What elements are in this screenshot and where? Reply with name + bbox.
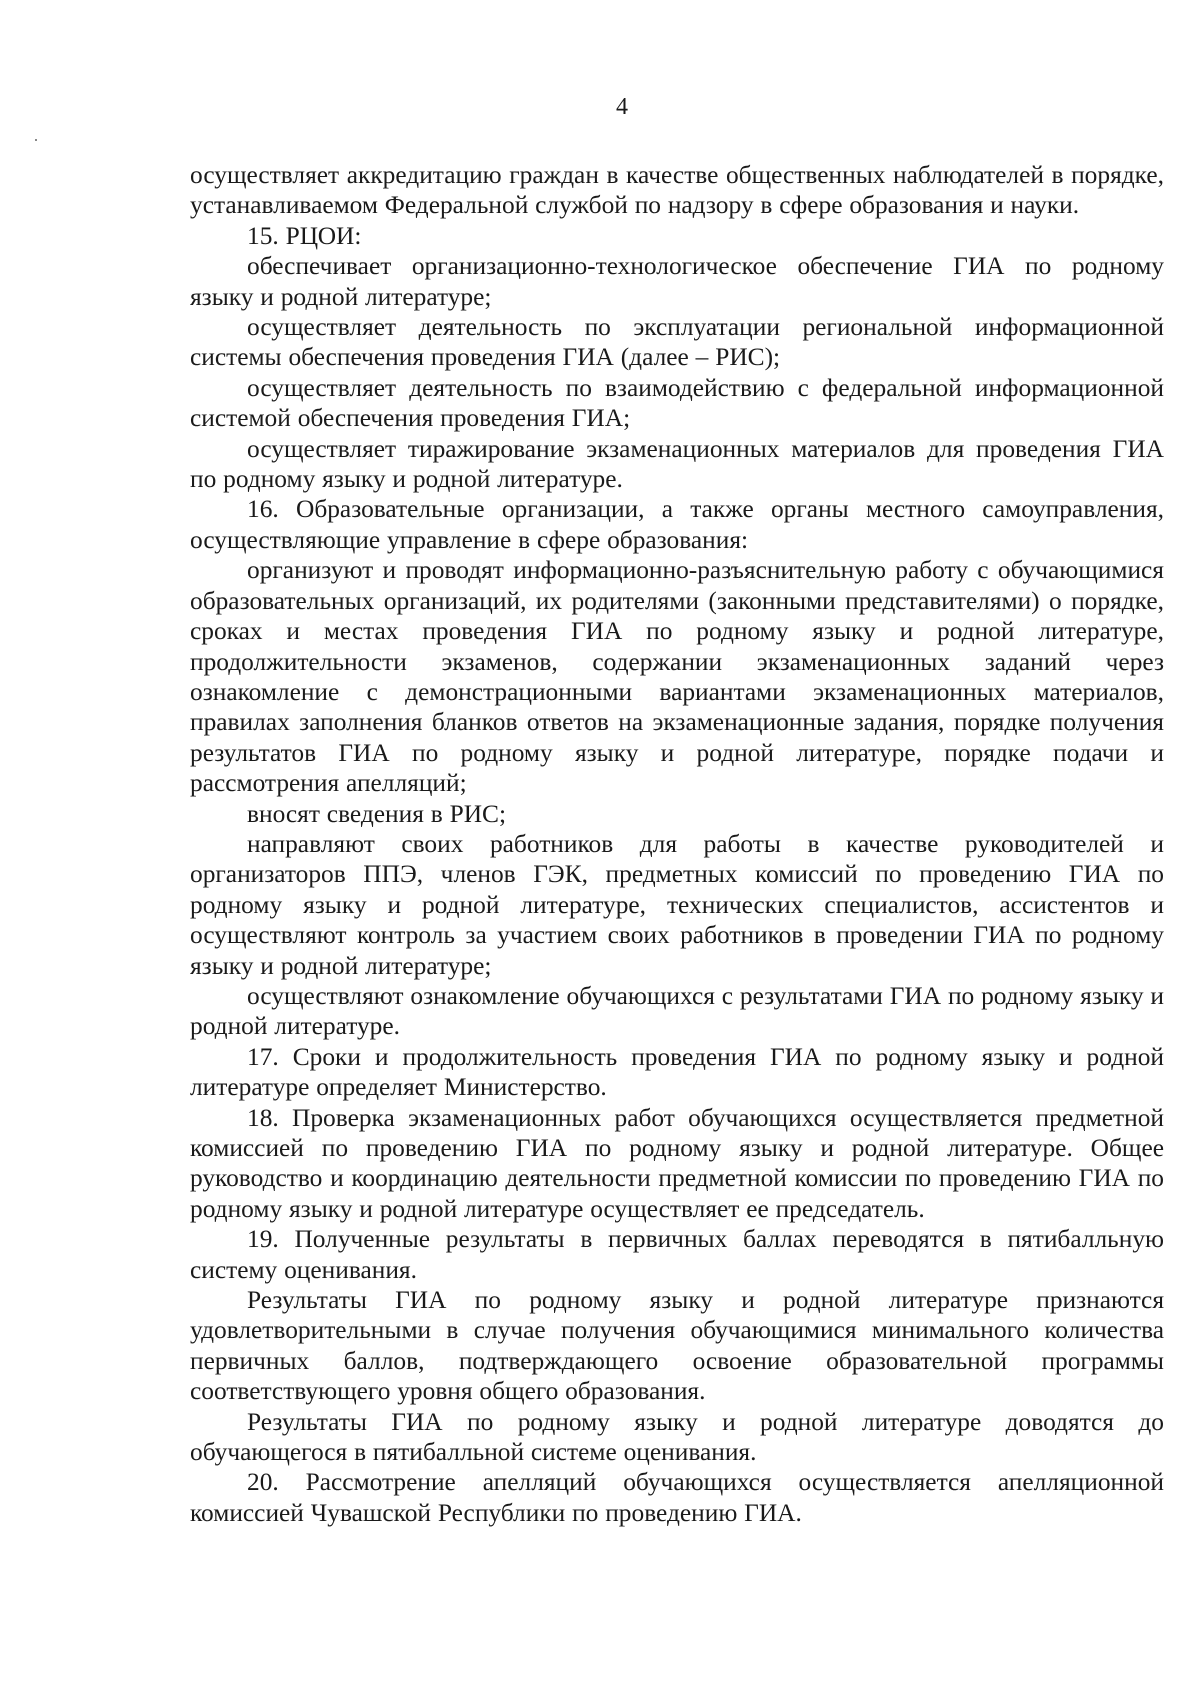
paragraph-16-heading: 16. Образовательные организации, а также органы местного самоуправления, осуществляющие управление в сфере образования:: [190, 495, 1164, 554]
paragraph-16-item-2: вносят сведения в РИС;: [247, 799, 507, 828]
paragraph-19-results-satisfactory: Результаты ГИА по родному языку и родной литературе признаются удовлетворительными в случае получения обучающимися минимального количества первичных баллов, подтверждающего освоение образовательной программы соответствующего уровня общего образования.: [190, 1286, 1164, 1406]
paragraph-15-item-4: осуществляет тиражирование экзаменационных материалов для проведения ГИА по родному языку и родной литературе.: [190, 434, 1164, 494]
paragraph-18: 18. Проверка экзаменационных работ обучающихся осуществляется предметной комиссией по проведению ГИА по родному языку и родной литературе. Общее руководство и координацию деятельности предметной комиссии по проведению ГИА по родному языку и родной литературе осуществляет ее председатель.: [190, 1103, 1164, 1223]
paragraph-16-item-3: направляют своих работников для работы в качестве руководителей и организаторов ППЭ, членов ГЭК, предметных комиссий по проведению ГИА по родному языку и родной литературе, технических специалистов, ассистентов и осуществляют контроль за участием своих работников в проведении ГИА по родному языку и родной литературе;: [190, 829, 1164, 980]
paragraph-15-heading: 15. РЦОИ:: [247, 221, 362, 250]
paragraph-17: 17. Сроки и продолжительность проведения ГИА по родному языку и родной литературе определяет Министерство.: [190, 1042, 1164, 1102]
scan-artifact: [35, 139, 37, 141]
paragraph-19-results-communicated: Результаты ГИА по родному языку и родной литературе доводятся до обучающегося в пятибалльной системе оценивания.: [190, 1407, 1164, 1467]
paragraph-15-item-1: обеспечивает организационно-технологическое обеспечение ГИА по родному языку и родной литературе;: [190, 252, 1164, 311]
paragraph-16-item-1: организуют и проводят информационно-разъяснительную работу с обучающимися образовательных организаций, их родителями (законными представителями) о порядке, сроках и местах проведения ГИА по родному языку и родной литературе, продолжительности экзаменов, содержании экзаменационных заданий через ознакомление с демонстрационными вариантами экзаменационных материалов, правилах заполнения бланков ответов на экзаменационные задания, порядке получения результатов ГИА по родному языку и родной литературе, порядке подачи и рассмотрения апелляций;: [190, 556, 1164, 798]
page-number: 4: [616, 94, 628, 120]
paragraph-16-item-4: осуществляют ознакомление обучающихся с результатами ГИА по родному языку и родной литературе.: [190, 981, 1164, 1041]
paragraph-20: 20. Рассмотрение апелляций обучающихся осуществляется апелляционной комиссией Чувашской Республики по проведению ГИА.: [190, 1468, 1164, 1527]
paragraph-15-item-3: осуществляет деятельность по взаимодействию с федеральной информационной системой обеспечения проведения ГИА;: [190, 373, 1164, 433]
document-body: [190, 160, 1164, 1528]
paragraph-accreditation-continued: осуществляет аккредитацию граждан в качестве общественных наблюдателей в порядке, устанавливаемом Федеральной службой по надзору в сфере образования и науки.: [190, 161, 1164, 220]
paragraph-15-item-2: осуществляет деятельность по эксплуатации региональной информационной системы обеспечения проведения ГИА (далее – РИС);: [190, 313, 1164, 372]
paragraph-19: 19. Полученные результаты в первичных баллах переводятся в пятибалльную систему оценивания.: [190, 1225, 1164, 1284]
